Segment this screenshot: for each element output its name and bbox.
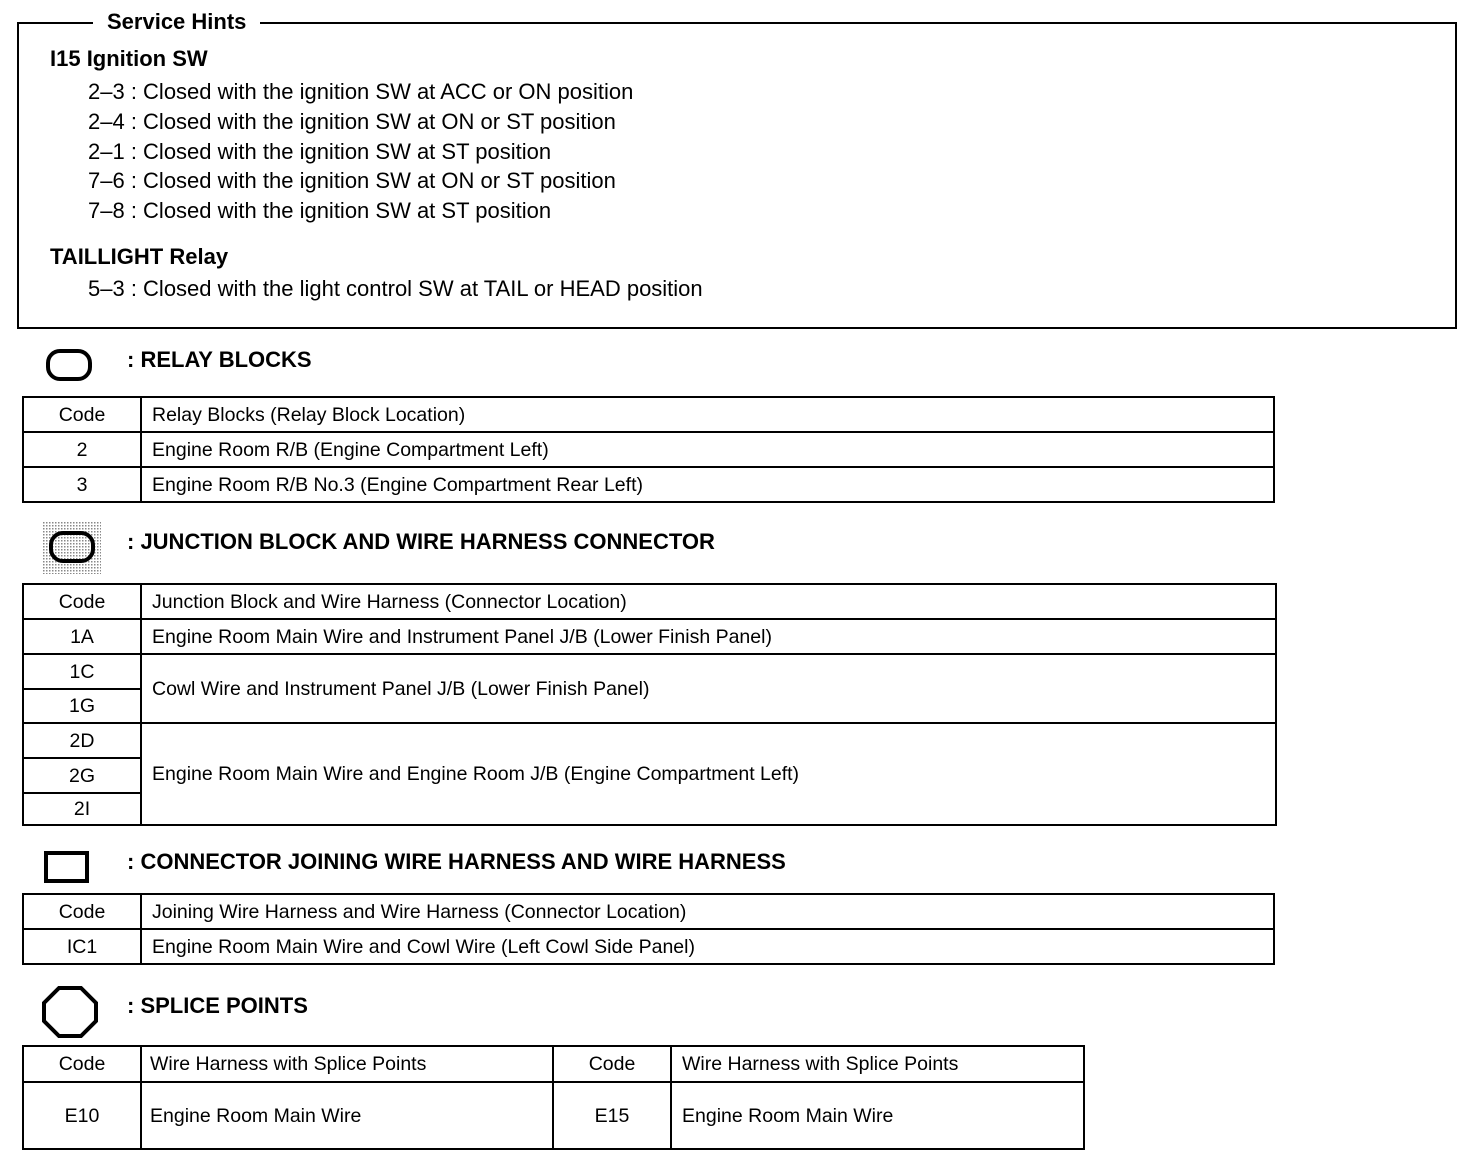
relay-block-symbol-icon	[45, 347, 95, 383]
table-row	[23, 1082, 1084, 1149]
junction-blocks-title: : JUNCTION BLOCK AND WIRE HARNESS CONNECTOR	[127, 529, 715, 554]
code-cell: E15	[553, 1082, 671, 1149]
connector-symbol-icon	[43, 850, 91, 884]
table-header-row	[23, 894, 1274, 929]
hint-group-title-ignition-sw: I15 Ignition SW	[50, 46, 208, 71]
header-code: Code	[23, 397, 141, 432]
header-code: Code	[23, 1046, 141, 1082]
code-cell: IC1	[23, 929, 141, 964]
table-header-row	[23, 397, 1274, 432]
table-header-row	[23, 584, 1276, 619]
splice-point-symbol-icon	[41, 985, 99, 1039]
header-description: Wire Harness with Splice Points	[141, 1046, 553, 1082]
code-cell: 1A	[23, 619, 141, 654]
description-cell: Engine Room Main Wire and Cowl Wire (Left Cowl Side Panel)	[141, 929, 1274, 964]
hint-line: 2–1 : Closed with the ignition SW at ST position	[88, 139, 552, 164]
header-description: Relay Blocks (Relay Block Location)	[141, 397, 1274, 432]
table-row	[23, 467, 1274, 502]
code-cell: 2D	[23, 723, 141, 758]
code-cell: 2G	[23, 758, 141, 793]
hint-group-title-taillight-relay: TAILLIGHT Relay	[50, 244, 229, 269]
hint-line: 2–3 : Closed with the ignition SW at ACC or ON position	[88, 79, 634, 104]
code-cell: 2I	[23, 793, 141, 825]
code-cell: 3	[23, 467, 141, 502]
header-description: Joining Wire Harness and Wire Harness (Connector Location)	[141, 894, 1274, 929]
connectors-title: : CONNECTOR JOINING WIRE HARNESS AND WIRE HARNESS	[127, 849, 786, 874]
code-cell: 2	[23, 432, 141, 467]
table-row	[23, 654, 1276, 689]
header-description: Junction Block and Wire Harness (Connector Location)	[141, 584, 1276, 619]
description-cell: Engine Room R/B No.3 (Engine Compartment Rear Left)	[141, 467, 1274, 502]
splice-points-title: : SPLICE POINTS	[127, 993, 308, 1018]
description-cell: Engine Room Main Wire	[671, 1082, 1084, 1149]
connectors-table	[22, 893, 1275, 965]
relay-blocks-table	[22, 396, 1275, 503]
splice-points-table	[22, 1045, 1085, 1150]
table-row	[23, 929, 1274, 964]
table-row	[23, 432, 1274, 467]
table-row	[23, 723, 1276, 758]
description-cell: Engine Room Main Wire	[141, 1082, 553, 1149]
code-cell: 1C	[23, 654, 141, 689]
hint-line: 7–6 : Closed with the ignition SW at ON or ST position	[88, 168, 616, 193]
junction-block-symbol-icon	[43, 522, 101, 574]
code-cell: 1G	[23, 689, 141, 723]
table-header-row	[23, 1046, 1084, 1082]
code-cell: E10	[23, 1082, 141, 1149]
header-code: Code	[23, 584, 141, 619]
header-description: Wire Harness with Splice Points	[671, 1046, 1084, 1082]
hint-line: 7–8 : Closed with the ignition SW at ST position	[88, 198, 552, 223]
junction-blocks-table	[22, 583, 1277, 826]
description-cell: Cowl Wire and Instrument Panel J/B (Lower Finish Panel)	[141, 654, 1276, 723]
header-code: Code	[553, 1046, 671, 1082]
hint-line: 2–4 : Closed with the ignition SW at ON or ST position	[88, 109, 616, 134]
hint-line: 5–3 : Closed with the light control SW at TAIL or HEAD position	[88, 276, 703, 301]
table-row	[23, 619, 1276, 654]
description-cell: Engine Room Main Wire and Engine Room J/B (Engine Compartment Left)	[141, 723, 1276, 825]
relay-blocks-title: : RELAY BLOCKS	[127, 347, 312, 372]
description-cell: Engine Room R/B (Engine Compartment Left)	[141, 432, 1274, 467]
description-cell: Engine Room Main Wire and Instrument Panel J/B (Lower Finish Panel)	[141, 619, 1276, 654]
header-code: Code	[23, 894, 141, 929]
service-hints-title: Service Hints	[93, 8, 260, 36]
